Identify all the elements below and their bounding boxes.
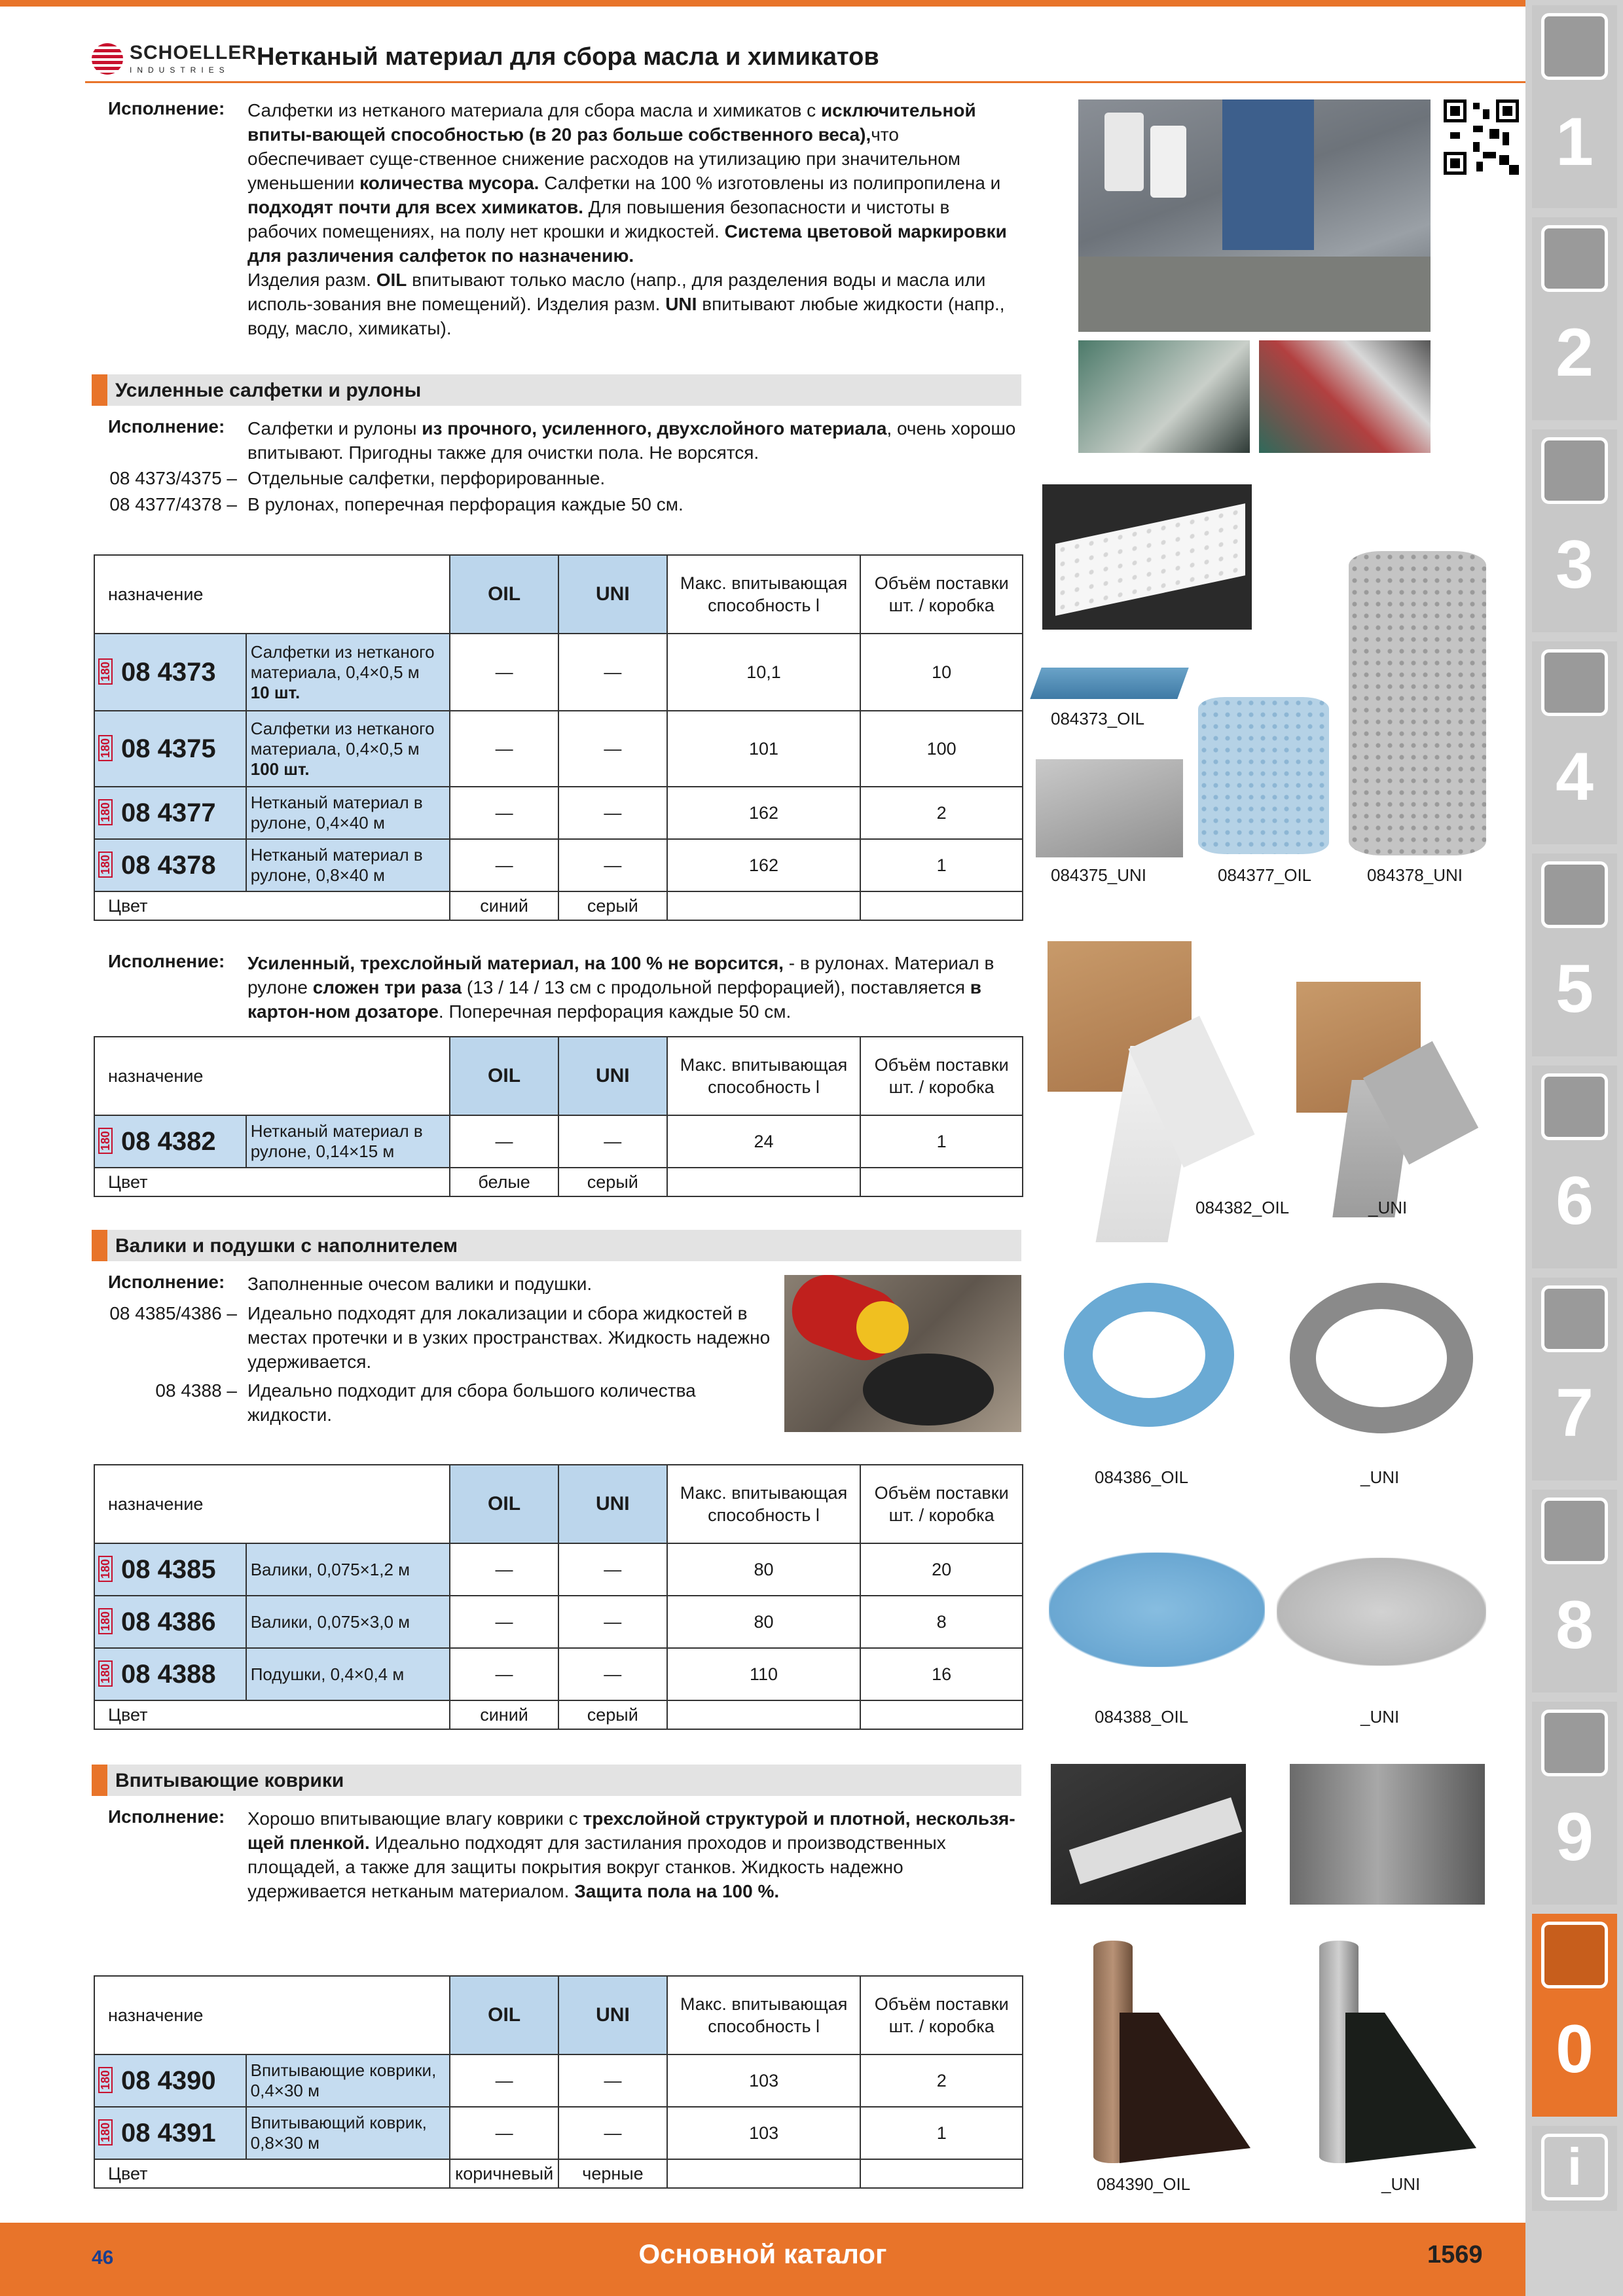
- table-row: [94, 711, 1023, 787]
- s3-text: Хорошо впитывающие влагу коврики с трехслойной структурой и плотной, нескользя-щей пленкой. Идеально подходят для застилания проходов и производственных площадей, а также для защиты покрытия вокруг станков. Жидкость надежно удерживается нетканым материалом. Защита пола на 100 %.: [247, 1808, 1015, 1901]
- color-uni: серый: [558, 891, 667, 920]
- mat-roll-brown-image: [1080, 1934, 1257, 2173]
- row-description: Впитывающие коврики, 0,4×30 м: [246, 2054, 450, 2107]
- color-label: Цвет: [94, 1168, 450, 1196]
- page-number: 1569: [1427, 2241, 1483, 2269]
- color-oil: белые: [450, 1168, 558, 1196]
- table-row: [94, 1596, 1023, 1648]
- pad-grey-image: [1036, 759, 1183, 857]
- color-label: Цвет: [94, 891, 450, 920]
- capacity-cell: 80: [667, 1543, 861, 1596]
- safety-gear-icon: [1541, 1922, 1608, 1988]
- pack-cell: 100: [860, 711, 1023, 787]
- color-uni: черные: [558, 2159, 667, 2188]
- pack-cell: 1: [860, 1115, 1023, 1168]
- caption: 084373_OIL: [1051, 709, 1145, 728]
- pack-cell: 8: [860, 1596, 1023, 1648]
- s1-note1-code: 08 4373/4375 –: [109, 468, 237, 488]
- col-capacity: Макс. впитывающая способность l: [667, 555, 861, 634]
- uni-cell: —: [558, 2054, 667, 2107]
- capacity-cell: 10,1: [667, 634, 861, 711]
- badge-icon: 180: [100, 734, 115, 763]
- pad-blue-image: [1030, 668, 1188, 699]
- s2-note2-text: Идеально подходит для сбора большого количества жидкости.: [247, 1380, 696, 1425]
- pliers-icon: [1541, 1285, 1608, 1352]
- footer-left-number: 46: [92, 2247, 114, 2269]
- table-row: [94, 1648, 1023, 1700]
- tab-2[interactable]: 2: [1532, 217, 1617, 420]
- badge-icon: 180: [100, 1127, 115, 1156]
- badge-icon: 180: [100, 658, 115, 687]
- color-uni: серый: [558, 1700, 667, 1729]
- cleaning-photo: [1078, 340, 1250, 453]
- col-pack: Объём поставки шт. / коробка: [860, 555, 1023, 634]
- col-pack: Объём поставки шт. / коробка: [860, 1465, 1023, 1543]
- col-capacity: Макс. впитывающая способность l: [667, 1465, 861, 1543]
- pack-cell: 16: [860, 1648, 1023, 1700]
- s2-label: Исполнение:: [108, 1272, 225, 1292]
- oil-cell: —: [450, 1543, 558, 1596]
- capacity-cell: 101: [667, 711, 861, 787]
- badge-icon: 180: [100, 1607, 115, 1636]
- color-row: [94, 2159, 1023, 2188]
- pack-cell: 1: [860, 839, 1023, 891]
- sock-grey-image: [1283, 1270, 1499, 1466]
- info-icon: i: [1541, 2134, 1608, 2200]
- tab-3[interactable]: 3: [1532, 429, 1617, 632]
- s1-note1-text: Отдельные салфетки, перфорированные.: [247, 468, 606, 488]
- table-row: [94, 2054, 1023, 2107]
- table-row: [94, 787, 1023, 839]
- article-number[interactable]: 08 4385: [121, 1554, 216, 1584]
- row-description: Впитывающий коврик, 0,8×30 м: [246, 2107, 450, 2159]
- pads-stack-image: [1042, 484, 1252, 630]
- tab-1[interactable]: 1: [1532, 5, 1617, 208]
- article-number[interactable]: 08 4377: [121, 798, 216, 827]
- uni-cell: —: [558, 711, 667, 787]
- row-description: Валики, 0,075×3,0 м: [246, 1596, 450, 1648]
- uni-cell: —: [558, 1648, 667, 1700]
- tab-9[interactable]: 9: [1532, 1702, 1617, 1905]
- oil-cell: —: [450, 2054, 558, 2107]
- cabinet-icon: [1541, 1710, 1608, 1776]
- uni-cell: —: [558, 2107, 667, 2159]
- oil-cell: —: [450, 634, 558, 711]
- row-description: Нетканый материал в рулоне, 0,14×15 м: [246, 1115, 450, 1168]
- insert-icon: [1541, 225, 1608, 292]
- caption: 084386_OIL: [1095, 1467, 1189, 1487]
- badge-icon: 180: [100, 851, 115, 880]
- col-uni: UNI: [558, 555, 667, 634]
- tab-6[interactable]: 6: [1532, 1066, 1617, 1268]
- logo-icon: [92, 43, 123, 75]
- col-purpose: назначение: [94, 1465, 450, 1543]
- pillow-blue-image: [1049, 1552, 1265, 1667]
- col-uni: UNI: [558, 1465, 667, 1543]
- tab-0-active[interactable]: 0: [1532, 1914, 1617, 2117]
- article-number[interactable]: 08 4375: [121, 734, 216, 763]
- tab-5[interactable]: 5: [1532, 853, 1617, 1056]
- caption: 084390_OIL: [1097, 2174, 1191, 2194]
- row-description: Салфетки из нетканого материала, 0,4×0,5 м 10 шт.: [246, 634, 450, 711]
- oil-cell: —: [450, 711, 558, 787]
- color-row: [94, 1700, 1023, 1729]
- uni-cell: —: [558, 1543, 667, 1596]
- col-purpose: назначение: [94, 1976, 450, 2054]
- col-oil: OIL: [450, 555, 558, 634]
- product-table-4: [94, 1975, 1023, 2189]
- row-description: Нетканый материал в рулоне, 0,8×40 м: [246, 839, 450, 891]
- oil-cell: —: [450, 839, 558, 891]
- row-description: Салфетки из нетканого материала, 0,4×0,5 м 100 шт.: [246, 711, 450, 787]
- caption: _UNI: [1360, 1707, 1400, 1727]
- product-table-2: [94, 1036, 1023, 1197]
- s1b-label: Исполнение:: [108, 951, 225, 971]
- s2-note1-text: Идеально подходят для локализации и сбора жидкостей в местах протечки и в узких пространствах. Жидкость надежно удерживается.: [247, 1303, 771, 1372]
- footer-catalog-title: Основной каталог: [638, 2238, 887, 2269]
- col-capacity: Макс. впитывающая способность l: [667, 1976, 861, 2054]
- s1b-text: Усиленный, трехслойный материал, на 100 % не ворсится, - в рулонах. Материал в рулоне сложен три раза (13 / 14 / 13 см с продольной перфорацией), поставляется в картон-ном дозаторе. Поперечная перфорация каждые 50 см.: [247, 953, 994, 1022]
- s1-text: Салфетки и рулоны из прочного, усиленного, двухслойного материала, очень хорошо впитывают. Пригодны также для очистки пола. Не ворсятся.: [247, 418, 1016, 463]
- chuck-icon: [1541, 437, 1608, 504]
- intro-text: Салфетки из нетканого материала для сбора масла и химикатов с исключительной впиты-вающей способностью (в 20 раз больше собственного веса),что обеспечивает суще-ственное снижение расходов на утилизацию при значительном уменьшении количества мусора. Салфетки на 100 % изготовлены из полипропилена и подходят почти для всех химикатов. Для повышения безопасности и чистоты в рабочих помещениях, на полу нет крошки и жидкостей. Система цветовой маркировки для различения салфеток по назначению. Изделия разм. OIL впитывают только масло (напр., для разделения воды и масла или исполь-зования вне помещений). Изделия разм. UNI впитывают любые жидкости (напр., воду, масло, химикаты).: [247, 100, 1007, 338]
- section-header-pads-rolls: Усиленные салфетки и рулоны: [92, 374, 1021, 406]
- table-row: [94, 1543, 1023, 1596]
- s2-text: Заполненные очесом валики и подушки.: [247, 1274, 593, 1294]
- article-number[interactable]: 08 4378: [121, 850, 216, 880]
- color-row: [94, 891, 1023, 920]
- s2-note2-code: 08 4388 –: [155, 1380, 237, 1401]
- pack-cell: 2: [860, 787, 1023, 839]
- pack-cell: 10: [860, 634, 1023, 711]
- col-pack: Объём поставки шт. / коробка: [860, 1976, 1023, 2054]
- drill-icon: [1541, 13, 1608, 80]
- caption: _UNI: [1381, 2174, 1421, 2194]
- caliper-icon: [1541, 649, 1608, 716]
- workshop-photo: [1078, 99, 1431, 332]
- row-description: Подушки, 0,4×0,4 м: [246, 1648, 450, 1700]
- caption: _UNI: [1368, 1198, 1408, 1217]
- power-tools-icon: [1541, 1498, 1608, 1564]
- section-header-mats: Впитывающие коврики: [92, 1765, 1021, 1796]
- screwdriver-wrench-icon: [1541, 1073, 1608, 1140]
- caption: 084382_OIL: [1195, 1198, 1290, 1217]
- tab-info[interactable]: [1532, 2126, 1617, 2211]
- color-oil: коричневый: [450, 2159, 558, 2188]
- col-uni: UNI: [558, 1037, 667, 1115]
- oil-cell: —: [450, 1648, 558, 1700]
- uni-cell: —: [558, 1596, 667, 1648]
- uni-cell: —: [558, 634, 667, 711]
- top-rule: [0, 0, 1525, 7]
- pack-cell: 20: [860, 1543, 1023, 1596]
- col-pack: Объём поставки шт. / коробка: [860, 1037, 1023, 1115]
- col-capacity: Макс. впитывающая способность l: [667, 1037, 861, 1115]
- caption: 084375_UNI: [1051, 865, 1146, 885]
- caption: 084378_UNI: [1367, 865, 1463, 885]
- mat-roll-black-image: [1306, 1934, 1483, 2173]
- roll-grey-image: [1349, 551, 1486, 855]
- color-uni: серый: [558, 1168, 667, 1196]
- oil-cell: —: [450, 787, 558, 839]
- capacity-cell: 162: [667, 787, 861, 839]
- col-purpose: назначение: [94, 1037, 450, 1115]
- product-table-3: [94, 1464, 1023, 1730]
- s2-note1-code: 08 4385/4386 –: [109, 1303, 237, 1323]
- pillow-grey-image: [1277, 1558, 1486, 1666]
- tab-8[interactable]: 8: [1532, 1490, 1617, 1693]
- color-oil: синий: [450, 891, 558, 920]
- color-oil: синий: [450, 1700, 558, 1729]
- oil-cell: —: [450, 1115, 558, 1168]
- uni-cell: —: [558, 787, 667, 839]
- intro-label: Исполнение:: [108, 98, 225, 118]
- header-rule: [85, 81, 1525, 83]
- col-oil: OIL: [450, 1465, 558, 1543]
- article-number[interactable]: 08 4382: [121, 1126, 216, 1156]
- col-purpose: назначение: [94, 555, 450, 634]
- s1-label: Исполнение:: [108, 416, 225, 437]
- tab-4[interactable]: 4: [1532, 641, 1617, 844]
- mat-floor-photo: [1290, 1764, 1485, 1905]
- manhole-photo: [784, 1275, 1021, 1432]
- mat-detail-photo: [1051, 1764, 1246, 1905]
- page-title: Нетканый материал для сбора масла и химикатов: [257, 43, 879, 71]
- capacity-cell: 80: [667, 1596, 861, 1648]
- uni-cell: —: [558, 839, 667, 891]
- color-label: Цвет: [94, 2159, 450, 2188]
- table-row: [94, 2107, 1023, 2159]
- capacity-cell: 162: [667, 839, 861, 891]
- article-number[interactable]: 08 4386: [121, 1607, 216, 1636]
- article-number[interactable]: 08 4391: [121, 2118, 216, 2147]
- capacity-cell: 110: [667, 1648, 861, 1700]
- capacity-cell: 24: [667, 1115, 861, 1168]
- article-number[interactable]: 08 4373: [121, 657, 216, 687]
- s3-label: Исполнение:: [108, 1806, 225, 1827]
- grinding-disc-icon: [1541, 861, 1608, 928]
- table-row: [94, 1115, 1023, 1168]
- s1-note2-text: В рулонах, поперечная перфорация каждые 50 см.: [247, 494, 684, 514]
- row-description: Валики, 0,075×1,2 м: [246, 1543, 450, 1596]
- badge-icon: 180: [100, 2119, 115, 2147]
- machine-photo: [1259, 340, 1431, 453]
- badge-icon: 180: [100, 2066, 115, 2095]
- tab-7[interactable]: 7: [1532, 1278, 1617, 1480]
- article-number[interactable]: 08 4390: [121, 2066, 216, 2095]
- sock-blue-image: [1051, 1270, 1260, 1466]
- badge-icon: 180: [100, 1660, 115, 1689]
- col-oil: OIL: [450, 1037, 558, 1115]
- s1-note2-code: 08 4377/4378 –: [109, 494, 237, 514]
- brand-subtitle: INDUSTRIES: [130, 65, 230, 75]
- row-description: Нетканый материал в рулоне, 0,4×40 м: [246, 787, 450, 839]
- brand-logo: [92, 38, 257, 84]
- caption: 084377_OIL: [1218, 865, 1312, 885]
- product-table-1: [94, 554, 1023, 921]
- badge-icon: 180: [100, 798, 115, 827]
- oil-cell: —: [450, 1596, 558, 1648]
- oil-cell: —: [450, 2107, 558, 2159]
- caption: 084388_OIL: [1095, 1707, 1189, 1727]
- pack-cell: 2: [860, 2054, 1023, 2107]
- roll-blue-image: [1198, 697, 1329, 854]
- uni-cell: —: [558, 1115, 667, 1168]
- caption: _UNI: [1360, 1467, 1400, 1487]
- col-oil: OIL: [450, 1976, 558, 2054]
- section-header-socks-pillows: Валики и подушки с наполнителем: [92, 1230, 1021, 1261]
- article-number[interactable]: 08 4388: [121, 1659, 216, 1689]
- table-row: [94, 634, 1023, 711]
- pack-cell: 1: [860, 2107, 1023, 2159]
- badge-icon: 180: [100, 1555, 115, 1584]
- color-row: [94, 1168, 1023, 1196]
- dispenser-box-uni-image: [1290, 982, 1506, 1217]
- table-row: [94, 839, 1023, 891]
- capacity-cell: 103: [667, 2054, 861, 2107]
- col-uni: UNI: [558, 1976, 667, 2054]
- qr-code-icon: [1444, 99, 1519, 175]
- capacity-cell: 103: [667, 2107, 861, 2159]
- color-label: Цвет: [94, 1700, 450, 1729]
- dispenser-box-oil-image: [1048, 928, 1283, 1242]
- brand-name: SCHOELLER: [130, 42, 257, 63]
